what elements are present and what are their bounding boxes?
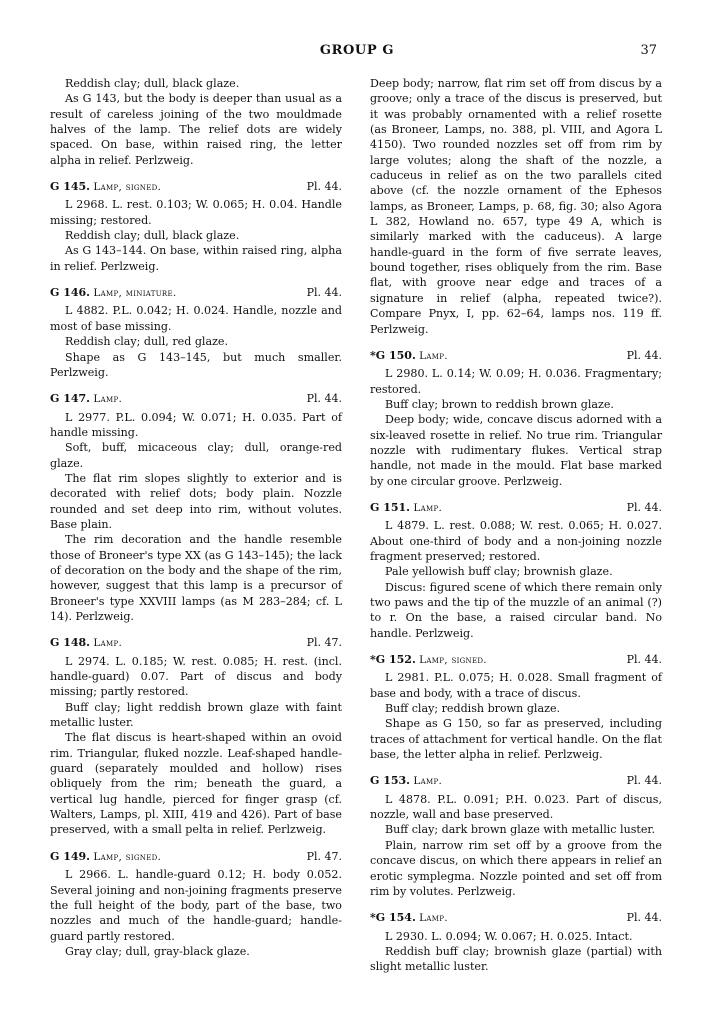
- entry-paragraph: L 2968. L. rest. 0.103; W. 0.065; H. 0.04. Handle missing; restored.: [50, 198, 342, 227]
- entry-heading: [50, 179, 342, 195]
- entry-title: [50, 391, 122, 407]
- page-number: 37: [640, 43, 657, 58]
- entry-title: [50, 635, 122, 651]
- entry-paragraph: L 2974. L. 0.185; W. rest. 0.085; H. rest. (incl. handle-guard) 0.07. Part of discus and body missing; partly restored.: [50, 654, 342, 699]
- page-header: [0, 43, 714, 63]
- entry-name: Lamp.: [413, 501, 443, 514]
- entry-heading: [50, 391, 342, 407]
- entry-number: G 145.: [50, 180, 91, 194]
- plate-reference: Pl. 44.: [306, 180, 342, 194]
- entry-paragraph: Pale yellowish buff clay; brownish glaze.: [384, 565, 613, 579]
- plate-reference: Pl. 47.: [306, 636, 342, 650]
- entry-title: [370, 773, 442, 789]
- entry-name: Lamp.: [93, 393, 123, 406]
- entry-number: *G 150.: [370, 348, 416, 362]
- plate-reference: Pl. 44.: [306, 286, 342, 300]
- entry-title: [50, 179, 161, 195]
- entry-paragraph: L 2930. L. 0.094; W. 0.067; H. 0.025. Intact.: [384, 929, 633, 943]
- entry-paragraph: The flat rim slopes slightly to exterior and is decorated with relief dots; body plain. Nozzle rounded and set deep into rim, without volutes. Base plain.: [50, 471, 342, 531]
- continuation-paragraph: Deep body; narrow, flat rim set off from discus by a groove; only a trace of the discus is preserved, but it was probably ornamented with a relief rosette (as Broneer, Lamps, no. 388, pl. VIII, and Agora L 4150). Two rounded nozzles set off from rim by large volutes; along the shaft of the nozzle, a caduceus in relief as on the two parallels cited above (cf. the nozzle ornament of the Ephesos lamps, as Broneer, Lamps, p. 68, fig. 30; also Agora L 382, Howland no. 657, type 49 A, which is similarly marked with the caduceus). A large handle-guard in the form of five serrate leaves, bound together, rises obliquely from the rim. Base flat, with groove near edge and traces of a signature in relief (alpha, repeated twice?). Compare Pnyx, I, pp. 62–64, lamps nos. 119 ff. Perlzweig.: [370, 77, 662, 336]
- catalog-entry: [50, 391, 342, 624]
- plate-reference: Pl. 44.: [306, 392, 342, 406]
- left-column: [50, 76, 342, 970]
- entry-paragraph: Soft, buff, micaceous clay; dull, orange-red glaze.: [50, 441, 342, 470]
- entry-heading: [370, 500, 662, 516]
- entry-paragraph: Deep body; wide, concave discus adorned with a six-leaved rosette in relief. No true rim. Triangular nozzle with rudimentary flukes. Vertical strap handle, not made in the mould. Flat base marked by one circular groove. Perlzweig.: [370, 413, 662, 488]
- entry-heading: [50, 635, 342, 651]
- catalog-entry: [50, 179, 342, 274]
- entry-paragraph: Shape as G 150, so far as preserved, including traces of attachment for vertical handle. On the flat base, the letter alpha in relief. Perlzweig.: [370, 717, 662, 762]
- catalog-entry: [50, 285, 342, 380]
- entry-name: Lamp.: [419, 912, 448, 925]
- entry-heading: [50, 285, 342, 301]
- plate-reference: Pl. 47.: [306, 849, 342, 863]
- entry-paragraph: Shape as G 143–145, but much smaller. Perlzweig.: [50, 350, 342, 379]
- entry-number: G 153.: [370, 774, 411, 788]
- catalog-entry: [370, 652, 662, 762]
- entry-heading: [370, 910, 662, 926]
- entry-name: Lamp.: [93, 637, 123, 650]
- entry-title: [50, 285, 177, 301]
- entry-paragraph: Buff clay; dark brown glaze with metallic luster.: [384, 823, 656, 837]
- plate-reference: Pl. 44.: [626, 774, 662, 788]
- entry-paragraph: Gray clay; dull, gray-black glaze.: [64, 944, 250, 958]
- entry-paragraph: Reddish clay; dull, black glaze.: [64, 229, 240, 243]
- entry-heading: [50, 849, 342, 865]
- entry-title: [50, 849, 161, 865]
- entry-number: G 147.: [50, 392, 91, 406]
- entry-name: Lamp, miniature.: [93, 287, 177, 300]
- entry-paragraph: The flat discus is heart-shaped within an ovoid rim. Triangular, fluked nozzle. Leaf-shaped handle-guard (separately moulded and hollow) rises obliquely from the rim; beneath the guard, a vertical lug handle, pierced for finger grasp (cf. Walters, Lamps, pl. XIII, 419 and 426). Part of base preserved, with a small pelta in relief. Perlzweig.: [50, 731, 342, 837]
- catalog-entry: [370, 348, 662, 489]
- continuation-block: [370, 76, 662, 337]
- entry-paragraph: L 2981. P.L. 0.075; H. 0.028. Small fragment of base and body, with a trace of discus.: [370, 671, 662, 700]
- entry-paragraph: As G 143–144. On base, within raised ring, alpha in relief. Perlzweig.: [50, 244, 342, 273]
- plate-reference: Pl. 44.: [626, 653, 662, 667]
- entry-number: G 151.: [370, 500, 411, 514]
- entry-number: G 149.: [50, 849, 91, 863]
- entry-paragraph: Reddish buff clay; brownish glaze (partial) with slight metallic luster.: [370, 944, 662, 974]
- plate-reference: Pl. 44.: [626, 911, 662, 925]
- entry-paragraph: L 4878. P.L. 0.091; P.H. 0.023. Part of discus, nozzle, wall and base preserved.: [370, 792, 662, 822]
- entry-title: [370, 348, 448, 364]
- catalog-entry: [370, 500, 662, 641]
- plate-reference: Pl. 44.: [626, 500, 662, 514]
- entry-name: Lamp.: [419, 349, 448, 362]
- entry-name: Lamp, signed.: [419, 654, 487, 667]
- entry-title: [370, 910, 448, 926]
- entry-name: Lamp, signed.: [93, 850, 162, 863]
- entry-number: *G 154.: [370, 911, 416, 925]
- entry-paragraph: L 2966. L. handle-guard 0.12; H. body 0.052. Several joining and non-joining fragments preserve the full height of the body, part of the base, two nozzles and much of the handle-guard; handle-guard partly restored.: [50, 868, 342, 943]
- entry-paragraph: L 2977. P.L. 0.094; W. 0.071; H. 0.035. Part of handle missing.: [50, 410, 342, 439]
- entry-paragraph: Reddish clay; dull, red glaze.: [64, 335, 229, 349]
- entry-heading: [370, 773, 662, 789]
- running-title: GROUP G: [319, 43, 395, 58]
- plate-reference: Pl. 44.: [626, 348, 662, 362]
- catalog-entry: [370, 773, 662, 899]
- continuation-paragraph: Reddish clay; dull, black glaze.: [64, 77, 240, 90]
- entry-title: [370, 500, 442, 516]
- continuation-block: [50, 76, 342, 168]
- entry-number: *G 152.: [370, 653, 416, 667]
- entry-number: G 146.: [50, 286, 91, 300]
- entry-paragraph: Buff clay; reddish brown glaze.: [384, 702, 561, 716]
- catalog-entry: [370, 910, 662, 974]
- entry-paragraph: Plain, narrow rim set off by a groove from the concave discus, on which there appears in relief an erotic symplegma. Nozzle pointed and set off from rim by volutes. Perlzweig.: [370, 838, 662, 898]
- entry-title: [370, 652, 487, 668]
- entry-paragraph: L 2980. L. 0.14; W. 0.09; H. 0.036. Fragmentary; restored.: [370, 367, 662, 396]
- catalog-entry: [50, 635, 342, 837]
- entry-paragraph: Buff clay; brown to reddish brown glaze.: [384, 397, 614, 411]
- entry-paragraph: L 4882. P.L. 0.042; H. 0.024. Handle, nozzle and most of base missing.: [50, 304, 342, 333]
- entry-paragraph: Discus: figured scene of which there remain only two paws and the tip of the muzzle of an animal (?) to r. On the base, a raised circular band. No handle. Perlzweig.: [370, 580, 662, 640]
- right-column: [370, 76, 662, 986]
- entry-name: Lamp.: [413, 775, 443, 788]
- entry-paragraph: L 4879. L. rest. 0.088; W. rest. 0.065; H. 0.027. About one-third of body and a non-joining nozzle fragment preserved; restored.: [370, 519, 662, 563]
- entry-number: G 148.: [50, 636, 91, 650]
- entry-paragraph: Buff clay; light reddish brown glaze with faint metallic luster.: [50, 700, 342, 730]
- entry-paragraph: The rim decoration and the handle resemble those of Broneer's type XX (as G 143–145); the lack of decoration on the body and the shape of the rim, however, suggest that this lamp is a precursor of Broneer's type XXVIII lamps (as M 283–284; cf. L 14). Perlzweig.: [50, 533, 342, 623]
- continuation-paragraph: As G 143, but the body is deeper than usual as a result of careless joining of the two mouldmade halves of the lamp. The relief dots are widely spaced. On base, within raised ring, the letter alpha in relief. Perlzweig.: [50, 92, 342, 167]
- entry-heading: [370, 652, 662, 668]
- entry-heading: [370, 348, 662, 364]
- entry-name: Lamp, signed.: [93, 181, 162, 194]
- catalog-entry: [50, 849, 342, 959]
